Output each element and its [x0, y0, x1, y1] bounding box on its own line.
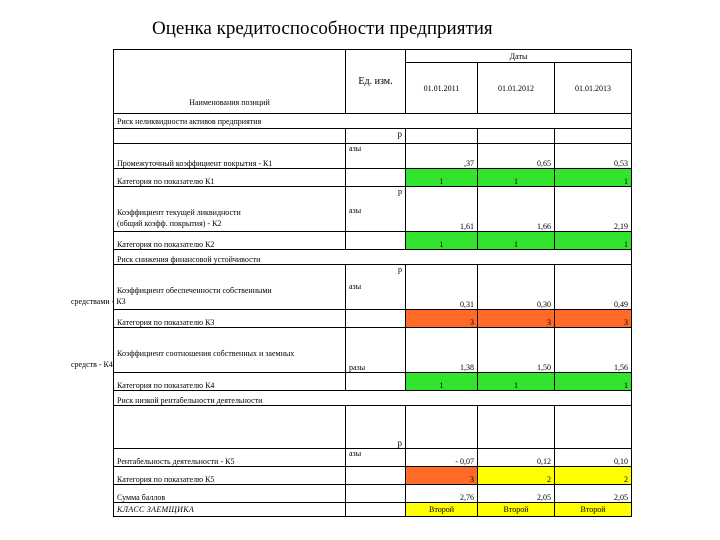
row-k5-category — [114, 467, 632, 485]
row-k3-label — [71, 265, 346, 310]
row-k1 — [114, 144, 632, 169]
section-label-liquidity: Риск неликвидности активов предприятия — [114, 114, 632, 129]
section-row-profitability — [114, 391, 632, 406]
spacer-row — [114, 129, 632, 144]
row-k4-category-3: 1 — [555, 373, 632, 391]
section-label-profitability: Риск низкой рентабельности деятельности — [114, 391, 632, 406]
row-k1-value-3: 0,53 — [555, 144, 632, 169]
row-score-label: Сумма баллов — [114, 485, 346, 503]
row-score-value-3: 2,05 — [555, 485, 632, 503]
row-k2-category-2: 1 — [478, 232, 555, 250]
header-row-dates — [114, 50, 632, 63]
row-k1-value-2: 0,65 — [478, 144, 555, 169]
date-header-1: 01.01.2011 — [406, 63, 478, 114]
row-k4-label-line1: Коэффициент соотношения собственных и заемных — [117, 349, 295, 358]
row-k2-category-3: 1 — [555, 232, 632, 250]
section-row-liquidity — [114, 114, 632, 129]
header-name-label: Наименования позиций — [189, 98, 270, 107]
row-class — [114, 503, 632, 517]
row-k2-unit-text: азы — [349, 206, 362, 215]
row-k4-label-line2: средств - К4 — [71, 360, 113, 369]
section-row-stability — [114, 250, 632, 265]
row-k5-value-1: - 0,07 — [406, 449, 478, 467]
row-k2-category-label: Категория по показателю К2 — [114, 232, 346, 250]
row-k5-label: Рентабельность деятельности - К5 — [114, 449, 346, 467]
row-k1-category-label: Категория по показателю К1 — [114, 169, 346, 187]
spacer-row — [114, 406, 632, 449]
row-k4-category-label: Категория по показателю К4 — [114, 373, 346, 391]
row-k5-value-3: 0,10 — [555, 449, 632, 467]
row-k4-category — [114, 373, 632, 391]
row-k4 — [114, 328, 632, 373]
unit-mark: р — [398, 187, 402, 196]
row-k2 — [114, 187, 632, 232]
row-k1-category-2: 1 — [478, 169, 555, 187]
row-k1-label: Промежуточный коэффициент покрытия - К1 — [114, 144, 346, 169]
row-k2-label — [114, 187, 346, 232]
row-k3-label-line2: средствами - К3 — [71, 297, 126, 306]
section-label-stability: Риск снижения финансовой устойчивости — [114, 250, 632, 265]
row-k4-value-3: 1,56 — [555, 328, 632, 373]
row-k4-value-2: 1,50 — [478, 328, 555, 373]
row-k2-category — [114, 232, 632, 250]
row-k2-value-1: 1,61 — [406, 187, 478, 232]
row-class-value-2: Второй — [478, 503, 555, 517]
row-k2-value-3: 2,19 — [555, 187, 632, 232]
row-class-value-1: Второй — [406, 503, 478, 517]
header-name-cell — [114, 50, 346, 114]
row-k4-unit: разы — [346, 328, 406, 373]
row-class-value-3: Второй — [555, 503, 632, 517]
row-k1-unit: азы — [346, 144, 406, 169]
row-k2-label-line2: (общий коэфф. покрытия) - К2 — [117, 219, 222, 228]
row-k1-category-1: 1 — [406, 169, 478, 187]
row-k2-label-line1: Коэффициент текущей ликвидности — [117, 208, 241, 217]
row-k3 — [114, 265, 632, 310]
row-k4-category-1: 1 — [406, 373, 478, 391]
row-k4-label — [71, 328, 346, 373]
row-k2-category-1: 1 — [406, 232, 478, 250]
row-k3-value-1: 0,31 — [406, 265, 478, 310]
header-dates-label: Даты — [509, 51, 528, 61]
unit-mark: р — [346, 406, 406, 449]
row-k4-value-1: 1,38 — [406, 328, 478, 373]
row-k3-category-3: 3 — [555, 310, 632, 328]
row-k2-value-2: 1,66 — [478, 187, 555, 232]
row-k4-category-2: 1 — [478, 373, 555, 391]
row-k3-category-2: 3 — [478, 310, 555, 328]
unit-mark: р — [346, 129, 406, 144]
header-unit-cell — [346, 50, 406, 114]
date-header-3: 01.01.2013 — [555, 63, 632, 114]
header-dates-cell — [406, 50, 632, 63]
header-unit-label: Ед. изм. — [358, 76, 393, 87]
row-k3-unit — [346, 265, 406, 310]
unit-mark: р — [398, 265, 402, 274]
row-k3-category — [114, 310, 632, 328]
row-k3-category-1: 3 — [406, 310, 478, 328]
row-k1-category-3: 1 — [555, 169, 632, 187]
row-k5-unit: азы — [346, 449, 406, 467]
row-k3-unit-text: азы — [349, 282, 362, 291]
row-k3-value-2: 0,30 — [478, 265, 555, 310]
row-score-value-1: 2,76 — [406, 485, 478, 503]
row-k1-value-1: ,37 — [406, 144, 478, 169]
page-title: Оценка кредитоспособности предприятия — [152, 18, 493, 39]
row-k5-value-2: 0,12 — [478, 449, 555, 467]
row-k1-category — [114, 169, 632, 187]
date-header-2: 01.01.2012 — [478, 63, 555, 114]
row-k5-category-1: 3 — [406, 467, 478, 485]
row-class-label: КЛАСС ЗАЕМЩИКА — [114, 503, 346, 517]
row-k5 — [114, 449, 632, 467]
row-score — [114, 485, 632, 503]
creditworthiness-table — [71, 49, 632, 517]
row-k5-category-2: 2 — [478, 467, 555, 485]
row-k3-category-label: Категория по показателю К3 — [114, 310, 346, 328]
row-k5-category-label: Категория по показателю К5 — [114, 467, 346, 485]
row-k3-label-line1: Коэффициент обеспеченности собственными — [117, 286, 272, 295]
row-score-value-2: 2,05 — [478, 485, 555, 503]
row-k2-unit — [346, 187, 406, 232]
row-k5-category-3: 2 — [555, 467, 632, 485]
row-k3-value-3: 0,49 — [555, 265, 632, 310]
